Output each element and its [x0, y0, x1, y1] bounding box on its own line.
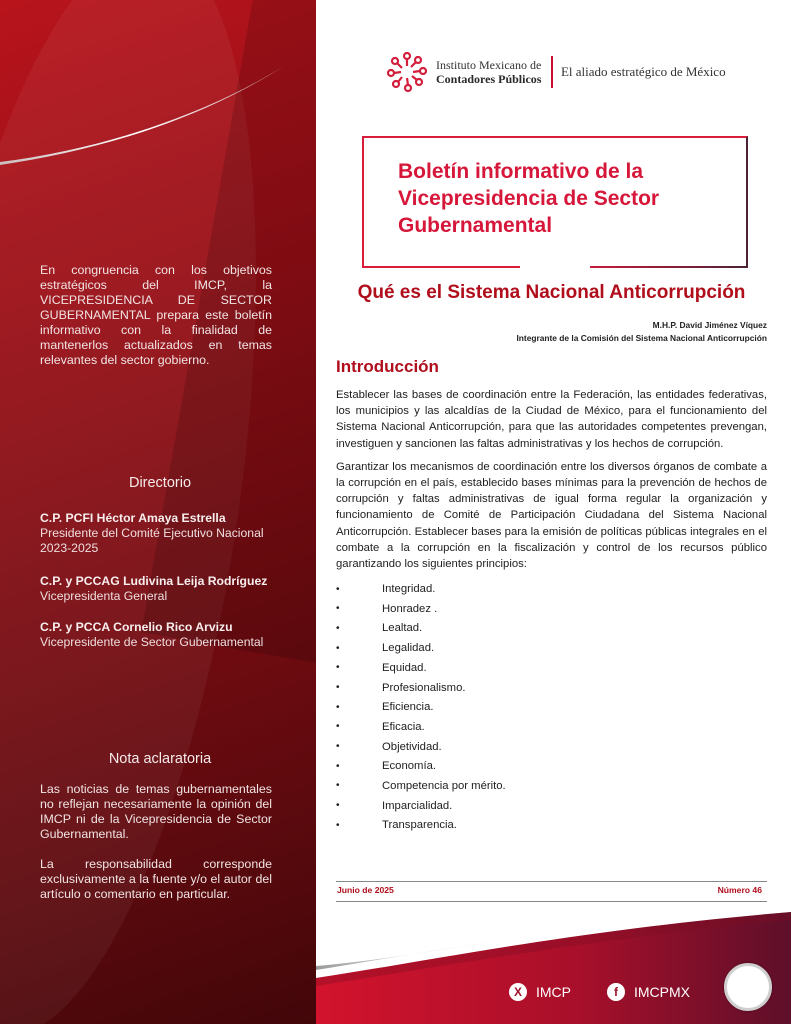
issue-number: Número 46 — [717, 885, 762, 895]
note-paragraph: La responsabilidad corresponde exclusivamente a la fuente y/o el autor del artículo o comentario en particular. — [40, 857, 272, 901]
list-item — [336, 756, 767, 776]
article-paragraph: Garantizar los mecanismos de coordinación entre los diversos órganos de combate a la corrupción en el país, establecido bases mínimas para la prevención de hechos de corrupción y faltas administrativas de igual forma regular la organización y funcionamiento de Comité de Participación Ciudadana del Sistema Nacional Anticorrupción. Establecer bases para la emisión de políticas públicas integrales en el combate a la corrupción en la fiscalización y control de los recursos público garantizando los siguientes principios: — [336, 460, 767, 571]
list-item — [336, 619, 767, 639]
bullet-icon: • — [336, 800, 340, 812]
principle-text: Equidad. — [382, 661, 427, 674]
directory-name: C.P. y PCCA Cornelio Rico Arvizu — [40, 620, 233, 634]
principle-text: Legalidad. — [382, 642, 435, 655]
imcp-logo-icon — [386, 51, 428, 93]
title-box-border — [362, 266, 520, 268]
facebook-icon: f — [607, 983, 625, 1001]
bullet-icon: • — [336, 642, 340, 654]
bullet-icon: • — [336, 741, 340, 753]
org-slogan: El aliado estratégico de México — [560, 64, 726, 79]
bullet-icon: • — [336, 760, 340, 772]
social-handle: IMCPMX — [634, 984, 690, 1000]
social-handle: IMCP — [536, 984, 571, 1000]
circle-badge-decoration — [724, 963, 772, 1011]
principle-text: Profesionalismo. — [382, 681, 466, 694]
directory-role: Presidente del Comité Ejecutivo Nacional — [40, 526, 264, 540]
note-paragraph: Las noticias de temas gubernamentales no reflejan necesariamente la opinión del IMCP ni de la Vicepresidencia de Sector Gubernamental. — [40, 782, 272, 841]
list-item — [336, 599, 767, 619]
list-item — [336, 815, 767, 835]
principle-text: Honradez . — [382, 602, 438, 615]
principle-text: Transparencia. — [382, 819, 457, 832]
social-facebook-link[interactable] — [607, 983, 690, 1001]
bullet-icon: • — [336, 721, 340, 733]
org-name — [436, 58, 541, 86]
directory-entry — [40, 574, 290, 604]
article-paragraph: Establecer las bases de coordinación entre la Federación, las entidades federativas, los municipios y las alcaldías de la Ciudad de México, para el funcionamiento del Sistema Nacional Anticorrupción, para que las autoridades competentes prevengan, investiguen y sancionen las faltas administrativas y los hechos de corrupción. — [336, 389, 767, 450]
note-heading: Nota aclaratoria — [108, 751, 212, 767]
directory-entry — [40, 620, 290, 650]
bullet-icon: • — [336, 603, 340, 615]
bullet-icon: • — [336, 701, 340, 713]
list-item — [336, 579, 767, 599]
bullet-icon: • — [336, 622, 340, 634]
logo-divider — [551, 56, 553, 88]
principle-text: Lealtad. — [382, 622, 423, 635]
principle-text: Imparcialidad. — [382, 799, 453, 812]
directory-heading: Directorio — [128, 475, 192, 491]
principle-text: Eficacia. — [382, 720, 425, 733]
bulletin-title: Boletín informativo de la Vicepresidencia de Sector Gubernamental — [398, 160, 660, 237]
principle-text: Competencia por mérito. — [382, 779, 506, 792]
title-box-border — [590, 266, 748, 268]
list-item — [336, 697, 767, 717]
list-item — [336, 796, 767, 816]
footer-wave-decoration — [316, 900, 791, 1024]
author-role: Integrante de la Comisión del Sistema Nacional Anticorrupción — [516, 333, 767, 343]
article-body — [336, 280, 767, 835]
silver-swoosh-decoration — [0, 0, 316, 200]
principles-list — [336, 579, 767, 835]
sidebar-column — [40, 263, 272, 902]
section-heading: Introducción — [336, 357, 439, 376]
bulletin-title-box — [362, 136, 748, 266]
author-block — [336, 319, 767, 345]
org-name-line2: Contadores Públicos — [436, 72, 542, 86]
directory-role: Vicepresidenta General — [40, 589, 168, 603]
bullet-icon: • — [336, 780, 340, 792]
author-name: M.H.P. David Jiménez Víquez — [652, 320, 767, 330]
list-item — [336, 776, 767, 796]
sidebar-intro-text: En congruencia con los objetivos estratégicos del IMCP, la VICEPRESIDENCIA DE SECTOR GUBERNAMENTAL prepara este boletín informativo con la finalidad de mantenerlos actualizados en temas relevantes del sector gobierno. — [40, 263, 272, 367]
principle-text: Economía. — [382, 760, 437, 773]
list-item — [336, 737, 767, 757]
list-item — [336, 638, 767, 658]
principle-text: Integridad. — [382, 583, 436, 596]
bullet-icon: • — [336, 819, 340, 831]
footer-bar — [336, 881, 767, 902]
issue-date: Junio de 2025 — [337, 885, 394, 895]
principle-text: Objetividad. — [382, 740, 442, 753]
bullet-icon: • — [336, 682, 340, 694]
principle-text: Eficiencia. — [382, 701, 434, 714]
bullet-icon: • — [336, 662, 340, 674]
sidebar — [0, 0, 316, 1024]
list-item — [336, 658, 767, 678]
directory-name: C.P. y PCCAG Ludivina Leija Rodríguez — [40, 574, 268, 588]
directory-role: Vicepresidente de Sector Gubernamental — [40, 635, 264, 649]
article-title: Qué es el Sistema Nacional Anticorrupción — [357, 282, 746, 303]
org-name-line1: Instituto Mexicano de — [436, 58, 542, 72]
directory-name: C.P. PCFI Héctor Amaya Estrella — [40, 511, 226, 525]
main-content — [316, 0, 791, 1024]
list-item — [336, 717, 767, 737]
bullet-icon: • — [336, 583, 340, 595]
social-x-link[interactable] — [509, 983, 571, 1001]
x-icon: X — [509, 983, 527, 1001]
directory-entry — [40, 511, 290, 556]
imcp-logo — [386, 51, 726, 93]
list-item — [336, 678, 767, 698]
directory-term: 2023-2025 — [40, 541, 99, 555]
